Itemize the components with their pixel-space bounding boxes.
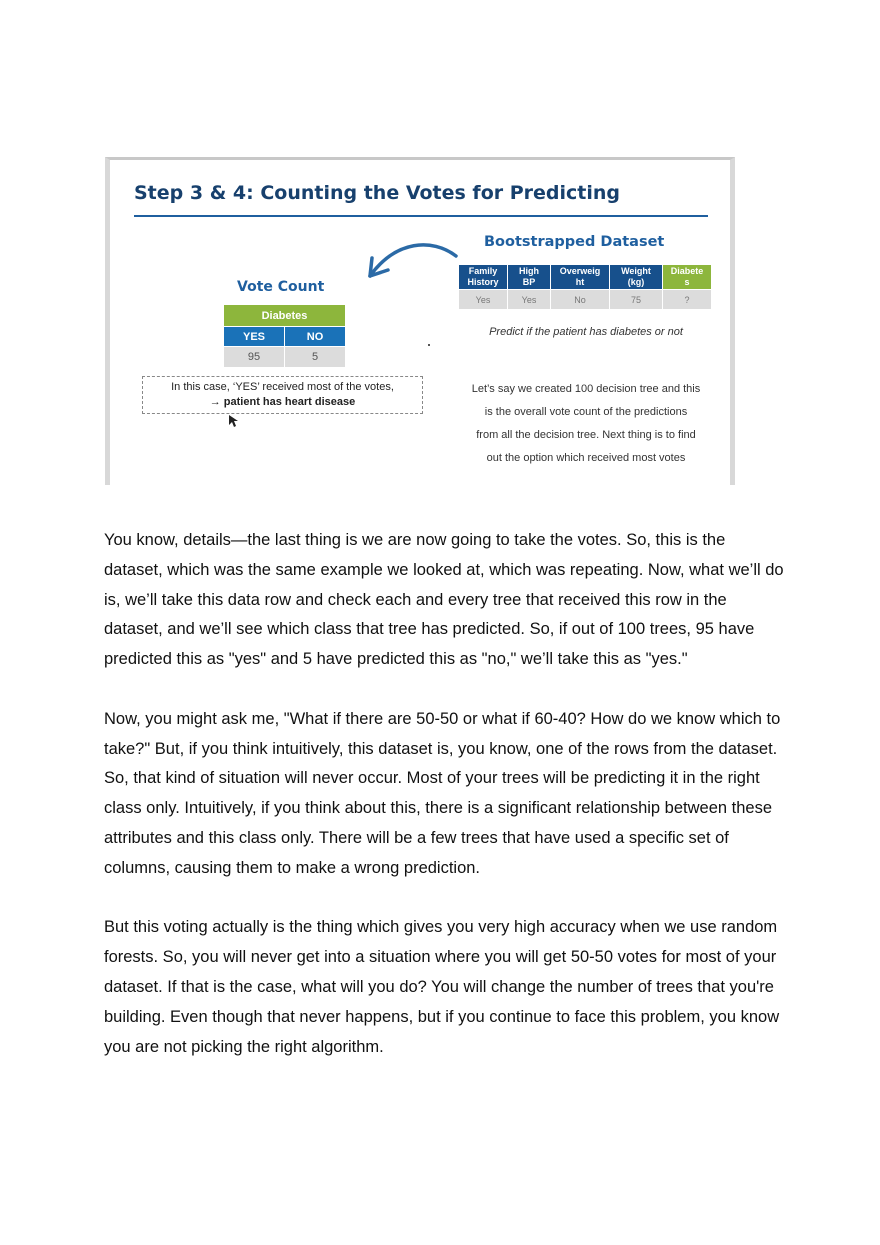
table-cell: Yes: [459, 290, 508, 310]
vote-column-no: NO: [285, 327, 346, 347]
mouse-cursor-icon: [228, 414, 238, 428]
vote-columns-row: [224, 327, 346, 347]
vote-header-row: [224, 305, 346, 327]
column-header: Weight (kg): [610, 265, 663, 290]
vote-column-yes: YES: [224, 327, 285, 347]
vote-class-header: Diabetes: [224, 305, 346, 327]
explanation-line: from all the decision tree. Next thing is to find: [476, 429, 696, 441]
table-cell: 75: [610, 290, 663, 310]
conclusion-box: [142, 376, 423, 414]
explanation-line: is the overall vote count of the predictions: [484, 406, 688, 418]
vote-count-table: [223, 304, 346, 368]
stray-dot: [428, 344, 430, 346]
conclusion-line: In this case, ‘YES’ received most of the votes,: [171, 381, 394, 393]
title-divider: [134, 215, 708, 217]
slide-title: Step 3 & 4: Counting the Votes for Predicting: [134, 182, 621, 204]
vote-count-title: Vote Count: [237, 279, 325, 295]
paragraph: You know, details—the last thing is we are now going to take the votes. So, this is the dataset, which was the same example we looked at, which was repeating. Now, what we’ll do is, we’ll take this data row and check each and every tree that received this row in the dataset, and we’ll see which class that tree has predicted. So, if out of 100 trees, 95 have predicted this as "yes" and 5 have predicted this as "no," we’ll take this as "yes.": [104, 531, 784, 669]
explanation-text: [458, 378, 714, 470]
table-cell: No: [551, 290, 610, 310]
column-header: Family History: [459, 265, 508, 290]
table-row: [224, 347, 346, 368]
column-header-target: Diabete s: [663, 265, 712, 290]
table-header-row: [459, 265, 712, 290]
table-cell: Yes: [508, 290, 551, 310]
paragraph: Now, you might ask me, "What if there are 50-50 or what if 60-40? How do we know which to take?" But, if you think intuitively, this dataset is, you know, one of the rows from the dataset. So, that kind of situation will never occur. Most of your trees will be predicting it in the right class only. Intuitively, if you think about this, there is a significant relationship between these attributes and this class only. There will be a few trees that have used a specific set of columns, causing them to make a wrong prediction.: [104, 709, 781, 877]
vote-value-no: 5: [285, 347, 346, 368]
article-body: [104, 526, 784, 1092]
paragraph: But this voting actually is the thing which gives you very high accuracy when we use random forests. So, you will never get into a situation where you will get 50-50 votes for most of your dataset. If that is the case, what will you do? You will change the number of trees that you're building. Even though that never happens, but if you continue to face this problem, you know you are not picking the right algorithm.: [104, 918, 780, 1056]
explanation-line: Let’s say we created 100 decision tree and this: [471, 383, 701, 395]
bootstrapped-dataset-title: Bootstrapped Dataset: [484, 234, 665, 250]
vote-value-yes: 95: [224, 347, 285, 368]
curved-arrow-icon: [360, 232, 470, 287]
column-header: High BP: [508, 265, 551, 290]
column-header: Overweig ht: [551, 265, 610, 290]
slide-image: [105, 157, 735, 485]
conclusion-result: → patient has heart disease: [209, 396, 356, 408]
predict-note: Predict if the patient has diabetes or not: [489, 326, 683, 338]
table-row: [459, 290, 712, 310]
table-cell: ?: [663, 290, 712, 310]
explanation-line: out the option which received most votes: [486, 452, 686, 464]
bootstrapped-table: [458, 264, 712, 310]
